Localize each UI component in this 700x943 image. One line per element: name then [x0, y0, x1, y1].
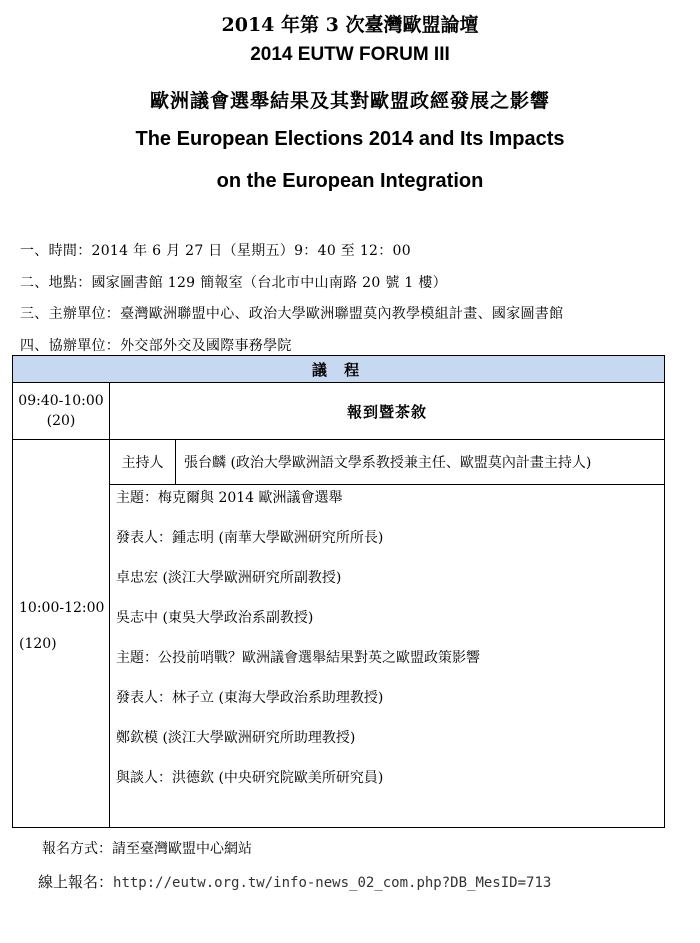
session-line: 鄭欽模 (淡江大學歐洲研究所助理教授) — [116, 730, 356, 746]
info-time: 一、時間：2014 年 6 月 27 日（星期五）9：40 至 12：00 — [20, 243, 411, 259]
registration-time-cell — [13, 383, 110, 440]
session-line: 卓忠宏 (淡江大學歐洲研究所副教授) — [116, 570, 342, 586]
session-line: 發表人：林子立 (東海大學政治系助理教授) — [116, 690, 384, 706]
host-value: 張台麟 (政治大學歐洲語文學系教授兼主任、歐盟莫內計畫主持人) — [176, 440, 665, 485]
session-line: 與談人：洪德欽 (中央研究院歐美所研究員) — [116, 770, 384, 786]
session-line: 主題：公投前哨戰？歐洲議會選舉結果對英之歐盟政策影響 — [116, 650, 480, 666]
info-co-organizer: 四、協辦單位：外交部外交及國際事務學院 — [20, 338, 292, 354]
subtitle-en-line-2: on the European Integration — [216, 170, 484, 192]
session-duration: (120) — [19, 636, 57, 652]
session-line: 吳志中 (東吳大學政治系副教授) — [116, 610, 314, 626]
title-en: 2014 EUTW FORUM III — [250, 44, 450, 65]
info-organizer: 三、主辦單位：臺灣歐洲聯盟中心、政治大學歐洲聯盟莫內教學模組計畫、國家圖書館 — [20, 306, 564, 322]
registration-duration: (20) — [46, 413, 76, 429]
session-time: 10:00-12:00 — [19, 600, 105, 616]
session-time-cell — [13, 440, 110, 828]
info-venue: 二、地點：國家圖書館 129 簡報室（台北市中山南路 20 號 1 樓） — [20, 275, 447, 291]
signup-method: 報名方式：請至臺灣歐盟中心網站 — [42, 841, 252, 857]
subtitle-zh: 歐洲議會選舉結果及其對歐盟政經發展之影響 — [149, 90, 550, 112]
session-line: 發表人：鍾志明 (南華大學歐洲研究所所長) — [116, 530, 384, 546]
agenda-header: 議 程 — [13, 356, 665, 383]
subtitle-en-line-1: The European Elections 2014 and Its Impacts — [135, 128, 565, 150]
online-signup-label: 線上報名： — [38, 873, 114, 891]
agenda-table — [12, 355, 665, 828]
registration-time: 09:40-10:00 — [18, 393, 104, 409]
registration-label: 報到暨茶敘 — [110, 383, 665, 440]
session-line: 主題：梅克爾與 2014 歐洲議會選舉 — [116, 490, 343, 506]
online-signup — [38, 871, 551, 892]
host-label: 主持人 — [110, 440, 176, 485]
online-signup-link[interactable]: http://eutw.org.tw/info-news_02_com.php?DB_MesID=713 — [113, 875, 552, 891]
session-content — [110, 485, 665, 828]
title-zh: 2014 年第 3 次臺灣歐盟論壇 — [221, 14, 479, 36]
